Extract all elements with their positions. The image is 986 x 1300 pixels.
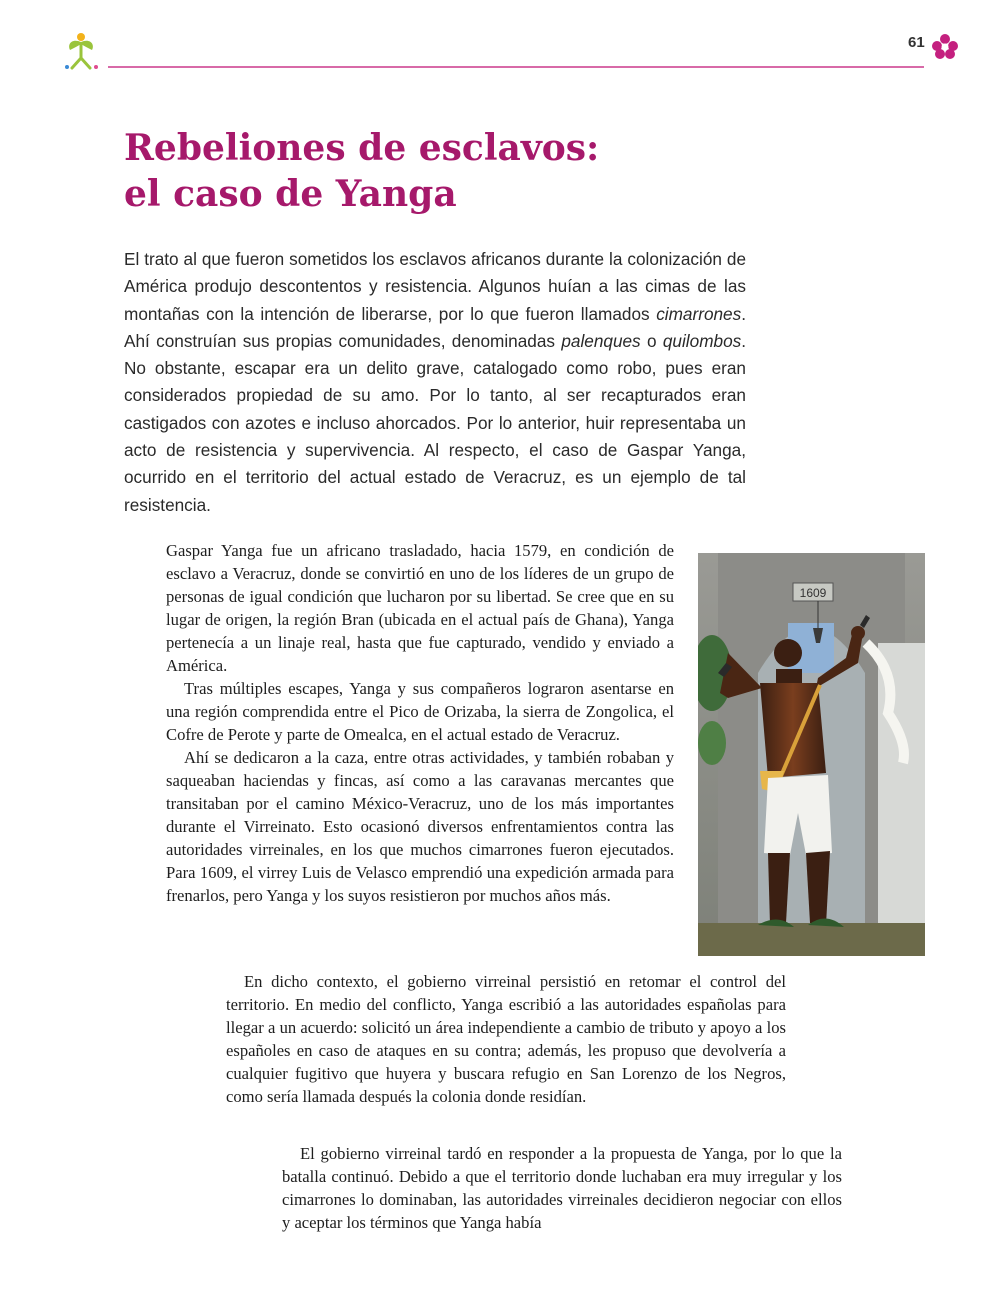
article-block-2 xyxy=(226,970,786,1108)
mural-date-sign: 1609 xyxy=(799,586,827,600)
term-palenques: palenques xyxy=(561,330,641,351)
sprout-figure-icon xyxy=(58,30,104,76)
article-paragraph-3: Ahí se dedicaron a la caza, entre otras actividades, y también robaban y saqueaban haciendas y fincas, así como a las caravanas mercantes que transitaban por el camino México-Veracruz, uno de los más importantes durante el Virreinato. Esto ocasionó diversos enfrentamientos contra las autoridades virreinales, en los que muchos cimarrones fueron ejecutados. Para 1609, el virrey Luis de Velasco emprendió una expedición armada para frenarlos, pero Yanga y los suyos resistieron por muchos años más. xyxy=(166,748,674,905)
term-quilombos: quilombos xyxy=(662,330,742,351)
article-paragraph-4: En dicho contexto, el gobierno virreinal persistió en retomar el control del territorio. En medio del conflicto, Yanga escribió a las autoridades españolas para llegar a un acuerdo: solicitó un área independiente a cambio de tributo y apoyo a los españoles en caso de ataques en su contra; además, les propuso que devolvería a cualquier fugitivo que huyera y buscara refugio en San Lorenzo de los Negros, como sería llamada después la colonia donde residían. xyxy=(226,972,786,1106)
intro-text: El trato al que fueron sometidos los esclavos africanos durante la colonización de América produjo descontentos y resistencia. Algunos huían a las cimas de las montañas con la intención de liberarse, por lo que fueron llamados xyxy=(124,249,746,324)
flower-icon xyxy=(930,32,960,60)
article-paragraph-2: Tras múltiples escapes, Yanga y sus compañeros lograron asentarse en una región comprendida entre el Pico de Orizaba, la sierra de Zongolica, el Cofre de Perote y parte de Omealca, en el actual estado de Veracruz. xyxy=(166,679,674,744)
intro-text: o xyxy=(640,330,663,351)
yanga-mural-image xyxy=(698,553,925,956)
intro-paragraph xyxy=(124,246,746,519)
header-rule xyxy=(108,66,924,68)
page-title xyxy=(124,125,824,217)
article-block-1 xyxy=(166,539,674,907)
page-number: 61 xyxy=(908,34,925,51)
term-cimarrones: cimarrones xyxy=(656,303,742,324)
title-line-2: el caso de Yanga xyxy=(124,173,457,215)
intro-text: . Ahí construían sus propias comunidades, denominadas xyxy=(124,303,746,351)
title-line-1: Rebeliones de esclavos: xyxy=(124,127,600,169)
intro-text: . No obstante, escapar era un delito grave, catalogado como robo, pues eran considerados propiedad de su amo. Por lo tanto, al ser recapturados eran castigados con azotes e incluso ahorcados. Por lo anterior, huir representaba un acto de resistencia y supervivencia. Al respecto, el caso de Gaspar Yanga, ocurrido en el territorio del actual estado de Veracruz, es un ejemplo de tal resistencia. xyxy=(124,330,746,515)
article-block-3 xyxy=(282,1142,842,1234)
article-paragraph-5: El gobierno virreinal tardó en responder a la propuesta de Yanga, por lo que la batalla continuó. Debido a que el territorio donde luchaban era muy irregular y los cimarrones lo dominaban, las autoridades virreinales decidieron negociar con ellos y aceptar los términos que Yanga había xyxy=(282,1144,842,1232)
article-paragraph-1: Gaspar Yanga fue un africano trasladado, hacia 1579, en condición de esclavo a Veracruz, donde se convirtió en uno de los líderes de un grupo de personas de igual condición que lucharon por su libertad. Se cree que en su lugar de origen, la región Bran (ubicada en el actual país de Ghana), Yanga pertenecía a un linaje real, hasta que fue capturado, vendido y enviado a América. xyxy=(166,541,674,675)
